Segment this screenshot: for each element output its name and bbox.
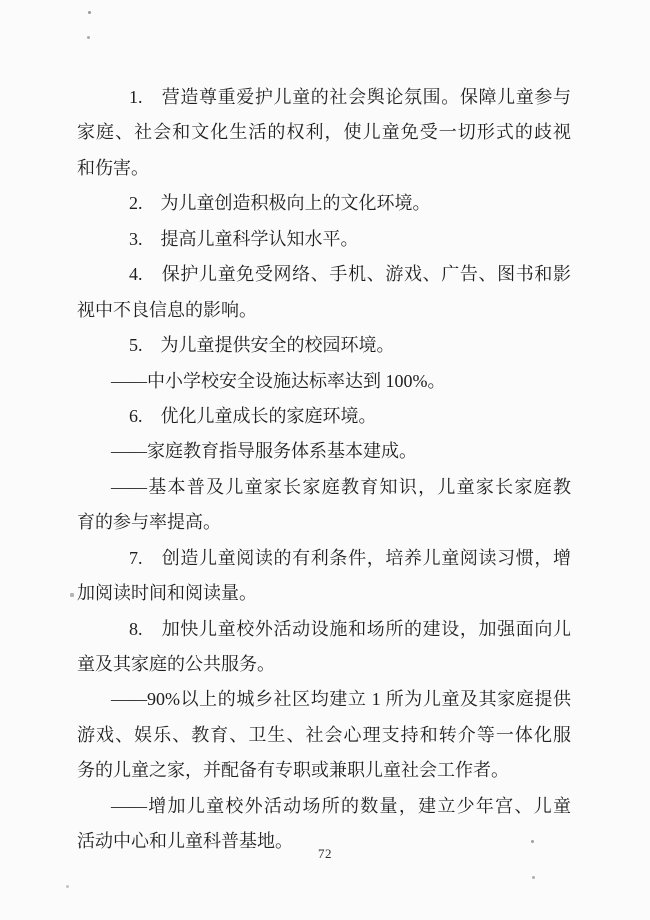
text-line: 加阅读时间和阅读量。 xyxy=(77,583,257,604)
scan-speck xyxy=(531,840,534,843)
text-line: 育的参与率提高。 xyxy=(77,512,221,533)
text-line: 活动中心和儿童科普基地。 xyxy=(77,831,293,852)
text-line: 童及其家庭的公共服务。 xyxy=(77,654,275,674)
text-line: 2. 为儿童创造积极向上的文化环境。 xyxy=(129,193,431,214)
text-line: 务的儿童之家，并配备有专职或兼职儿童社会工作者。 xyxy=(77,760,509,781)
page-number: 72 xyxy=(318,846,332,861)
text-line: ——中小学校安全设施达标率达到 100%。 xyxy=(111,370,446,391)
text-line: 8. 加快儿童校外活动设施和场所的建设，加强面向儿 xyxy=(129,618,571,639)
text-line: 视中不良信息的影响。 xyxy=(77,299,257,320)
text-line: 游戏、娱乐、教育、卫生、社会心理支持和转介等一体化服 xyxy=(77,724,571,745)
scan-speck xyxy=(88,11,91,14)
scan-speck xyxy=(87,36,90,39)
text-line: 7. 创造儿童阅读的有利条件，培养儿童阅读习惯，增 xyxy=(129,547,571,568)
text-line: 5. 为儿童提供安全的校园环境。 xyxy=(129,335,395,356)
scan-speck xyxy=(532,876,535,879)
text-line: 6. 优化儿童成长的家庭环境。 xyxy=(129,405,377,426)
text-line: 1. 营造尊重爱护儿童的社会舆论氛围。保障儿童参与 xyxy=(129,87,571,107)
text-line: ——90%以上的城乡社区均建立 1 所为儿童及其家庭提供 xyxy=(111,689,571,710)
text-line: ——家庭教育指导服务体系基本建成。 xyxy=(111,441,417,462)
text-line: ——增加儿童校外活动场所的数量，建立少年宫、儿童 xyxy=(111,795,571,816)
text-line: 家庭、社会和文化生活的权利，使儿童免受一切形式的歧视 xyxy=(77,122,571,143)
text-line: 4. 保护儿童免受网络、手机、游戏、广告、图书和影 xyxy=(129,264,571,285)
text-line: 和伤害。 xyxy=(77,157,149,178)
scan-speck xyxy=(66,885,69,888)
text-line: 3. 提高儿童科学认知水平。 xyxy=(129,228,359,249)
document-body xyxy=(77,80,571,860)
scan-speck xyxy=(70,593,74,597)
text-line: ——基本普及儿童家长家庭教育知识，儿童家长家庭教 xyxy=(111,476,571,497)
